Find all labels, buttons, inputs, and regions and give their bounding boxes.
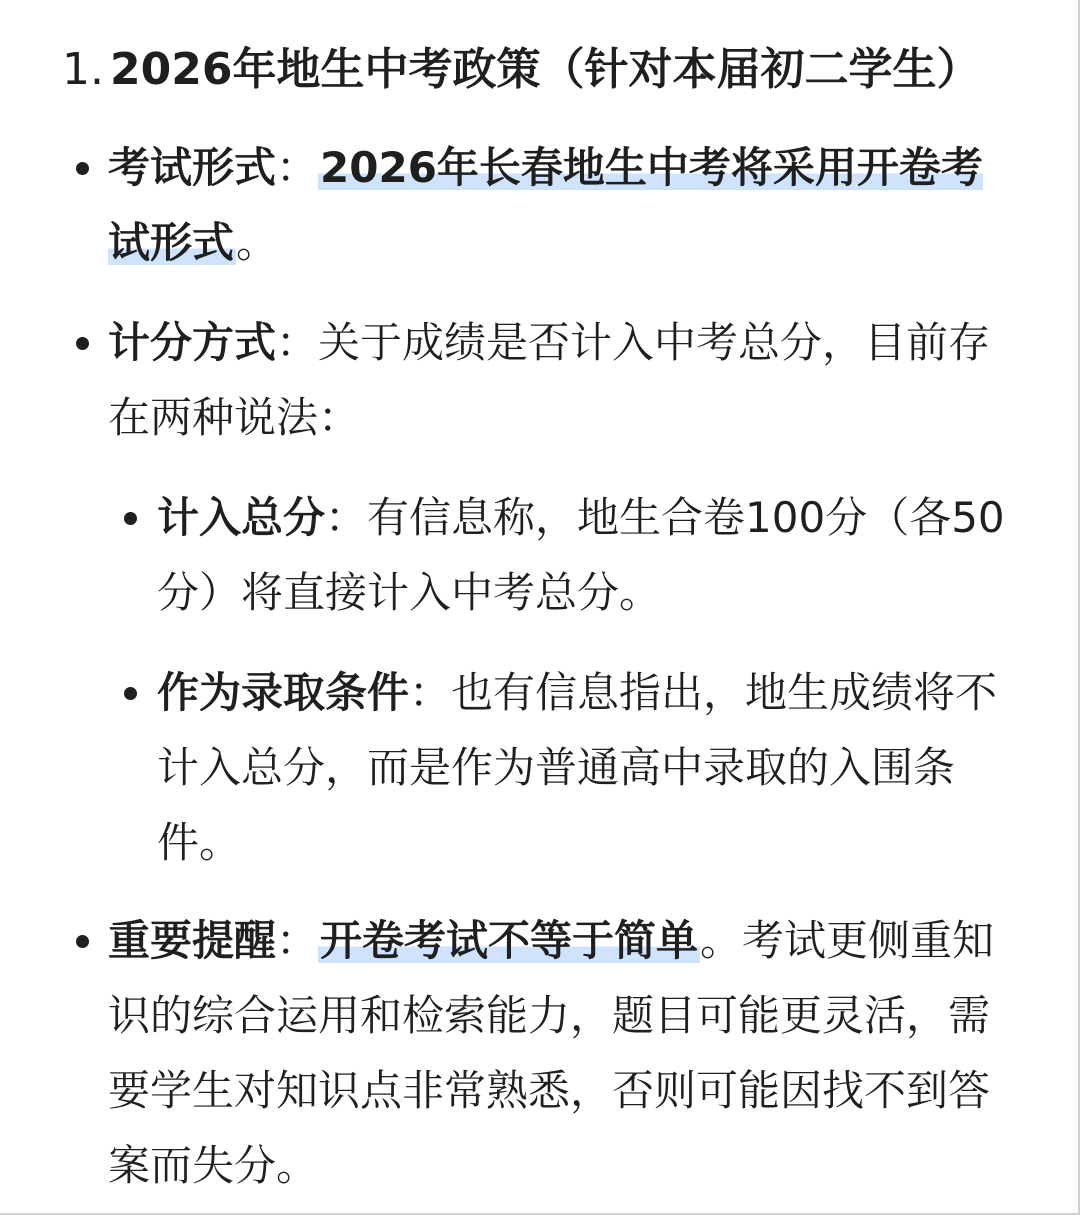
item-colon: ： — [276, 916, 319, 965]
bullet-dot — [124, 687, 137, 700]
subitem-colon: ： — [409, 668, 452, 717]
item-highlight: 开卷考试不等于简单 — [320, 916, 699, 965]
subitem-text: 有信息称，地生合卷100分（各50分）将直接计入中考总分。 — [157, 493, 1005, 617]
heading-title: 2026年地生中考政策（针对本届初二学生） — [109, 44, 981, 95]
bullet-dot — [76, 337, 89, 350]
item-highlight: 2026年长春地生中考将采用开卷考试形式 — [108, 143, 983, 267]
item-text: 关于成绩是否计入中考总分，目前存在两种说法： — [108, 318, 991, 442]
sublist-item-admission-condition — [157, 655, 1017, 880]
subitem-text: 也有信息指出，地生成绩将不计入总分，而是作为普通高中录取的入围条件。 — [157, 668, 998, 867]
subitem-label: 计入总分 — [157, 493, 326, 542]
subitem-colon: ： — [325, 493, 368, 542]
item-label: 考试形式 — [108, 143, 277, 192]
heading-number: 1. — [62, 44, 104, 95]
bullet-dot — [76, 935, 89, 948]
item-colon: ： — [276, 318, 319, 367]
list-item-scoring-method — [108, 305, 1008, 455]
list-item-exam-format — [108, 130, 1008, 280]
list-item-important-reminder — [108, 903, 1018, 1203]
sublist-item-count-total — [157, 480, 1017, 630]
section-heading — [62, 38, 980, 102]
item-label: 重要提醒 — [108, 916, 277, 965]
item-colon: ： — [276, 143, 319, 192]
bullet-dot — [124, 512, 137, 525]
bullet-dot — [76, 162, 89, 175]
item-label: 计分方式 — [108, 318, 277, 367]
subitem-label: 作为录取条件 — [157, 668, 410, 717]
item-text: 。 — [236, 218, 279, 267]
item-text: 。考试更侧重知识的综合运用和检索能力，题目可能更灵活，需要学生对知识点非常熟悉，否则可能因找不到答案而失分。 — [108, 916, 995, 1190]
